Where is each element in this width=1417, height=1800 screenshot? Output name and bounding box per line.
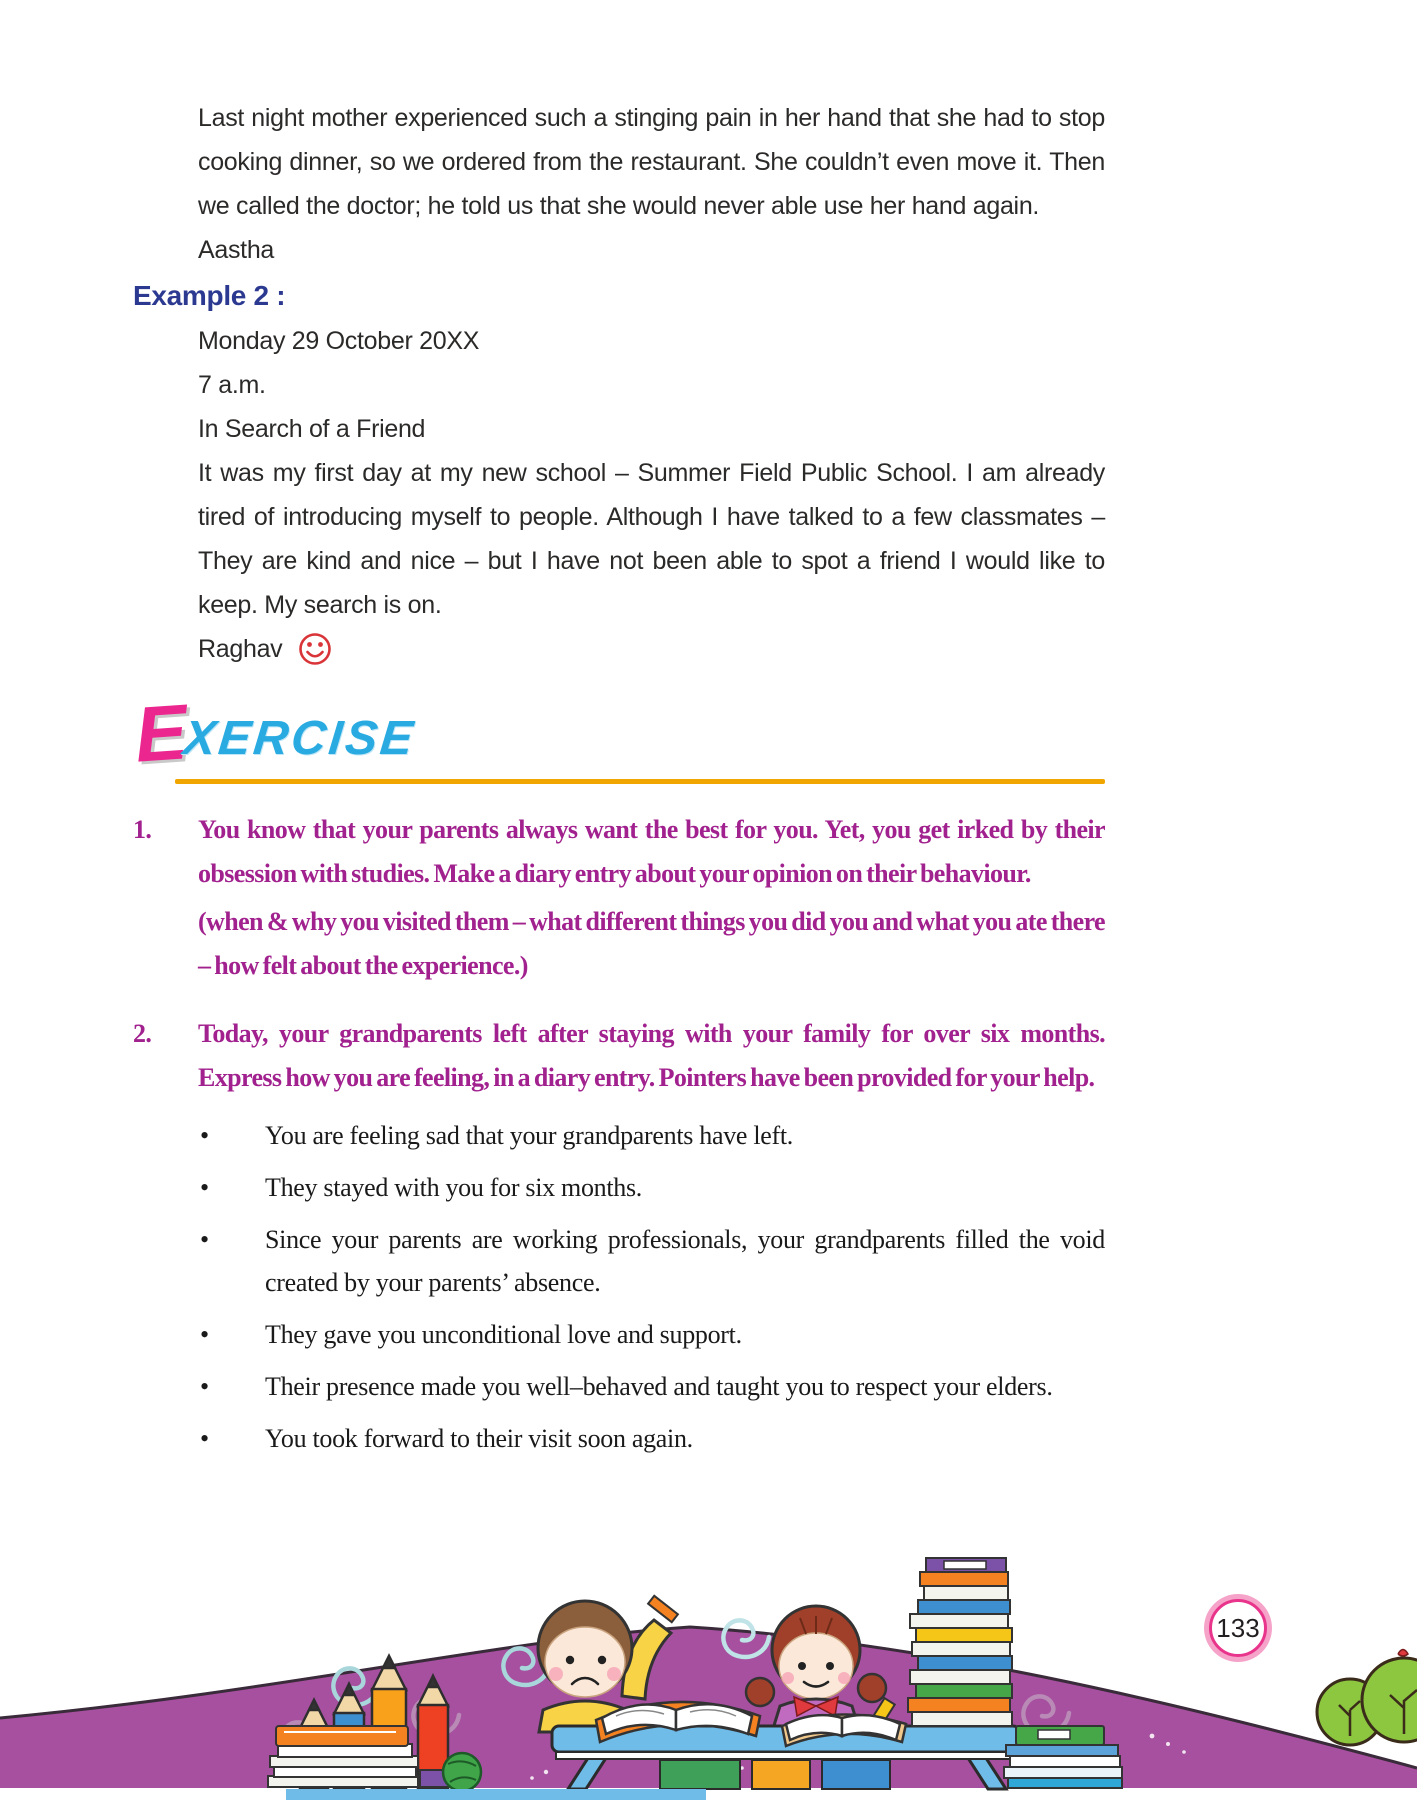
right-book-stack-illustration bbox=[1004, 1726, 1122, 1788]
bullet-item bbox=[133, 1313, 1105, 1356]
exercise-item-2-text: Today, your grandparents left after staying with your family for over six months. Express how you are feeling, in a diary entry. Pointers have been provided for your help. bbox=[198, 1019, 1105, 1092]
desk-bottom-strip bbox=[286, 1789, 706, 1800]
bullet-text: You took forward to their visit soon again. bbox=[265, 1424, 693, 1453]
example-2-heading: Example 2 : bbox=[133, 280, 286, 311]
exercise-heading bbox=[131, 687, 1105, 779]
exercise-item-1-note: (when & why you visited them – what different things you did you and what you ate there – how felt about the experience.) bbox=[198, 907, 1105, 980]
bullet-marker: • bbox=[200, 1424, 210, 1453]
signature-raghav-row bbox=[198, 627, 1105, 671]
smiley-face-icon bbox=[298, 632, 332, 666]
intro-paragraph: Last night mother experienced such a stinging pain in her hand that she had to stop cooking dinner, so we ordered from the restaurant. She couldn’t even move it. Then we called the doctor; he told us that she would never able use her hand again. bbox=[198, 104, 1105, 220]
bullet-text: They gave you unconditional love and support. bbox=[265, 1320, 742, 1349]
bullet-marker: • bbox=[200, 1121, 210, 1150]
yarn-ball-illustration bbox=[443, 1753, 481, 1791]
bullet-text: Since your parents are working professionals, your grandparents filled the void created by your parents’ absence. bbox=[265, 1225, 1105, 1297]
bullet-item bbox=[133, 1365, 1105, 1408]
bullet-item bbox=[133, 1417, 1105, 1460]
bullet-item bbox=[133, 1166, 1105, 1209]
page-number: 133 bbox=[1216, 1612, 1260, 1643]
page-number-badge bbox=[1209, 1599, 1267, 1657]
exercise-item-2-bullets bbox=[133, 1114, 1105, 1460]
diary-title-line: In Search of a Friend bbox=[198, 415, 426, 443]
trees-illustration bbox=[1317, 1650, 1417, 1746]
diary-body: It was my first day at my new school – Summer Field Public School. I am already tired of introducing myself to people. Although I have talked to a few classmates – They are kind and nice – but I have not been able to spot a friend I would like to keep. My search is on. bbox=[198, 459, 1105, 619]
diary-header-lines bbox=[198, 319, 1105, 451]
bullet-text: Their presence made you well–behaved and taught you to respect your elders. bbox=[265, 1372, 1053, 1401]
diary-date-line: Monday 29 October 20XX bbox=[198, 327, 480, 355]
exercise-yellow-rule bbox=[175, 779, 1105, 784]
bird-icon bbox=[1398, 1650, 1408, 1657]
exercise-heading-word: XERCISE bbox=[180, 712, 419, 765]
tall-book-stack-illustration bbox=[908, 1558, 1012, 1726]
bullet-item bbox=[133, 1114, 1105, 1157]
bullet-marker: • bbox=[200, 1173, 210, 1202]
exercise-item-1-text: You know that your parents always want the best for you. Yet, you get irked by their obsession with studies. Make a diary entry about your opinion on their behaviour. bbox=[198, 815, 1105, 888]
bullet-text: You are feeling sad that your grandparents have left. bbox=[265, 1121, 794, 1150]
exercise-item-2 bbox=[133, 1012, 1105, 1100]
signature-aastha: Aastha bbox=[198, 236, 275, 264]
page-content bbox=[133, 0, 1105, 1469]
bullet-marker: • bbox=[200, 1372, 210, 1401]
bullet-marker: • bbox=[200, 1320, 210, 1349]
exercise-item-1 bbox=[133, 808, 1105, 896]
diary-time-line: 7 a.m. bbox=[198, 371, 266, 399]
footer-illustration bbox=[0, 1520, 1417, 1800]
signature-raghav: Raghav bbox=[198, 635, 283, 663]
bullet-text: They stayed with you for six months. bbox=[265, 1173, 642, 1202]
exercise-item-2-number: 2. bbox=[133, 1019, 152, 1048]
exercise-item-1-number: 1. bbox=[133, 815, 152, 844]
bullet-item bbox=[133, 1218, 1105, 1304]
bullet-marker: • bbox=[200, 1225, 210, 1254]
exercise-heading-letter: E bbox=[131, 687, 191, 779]
